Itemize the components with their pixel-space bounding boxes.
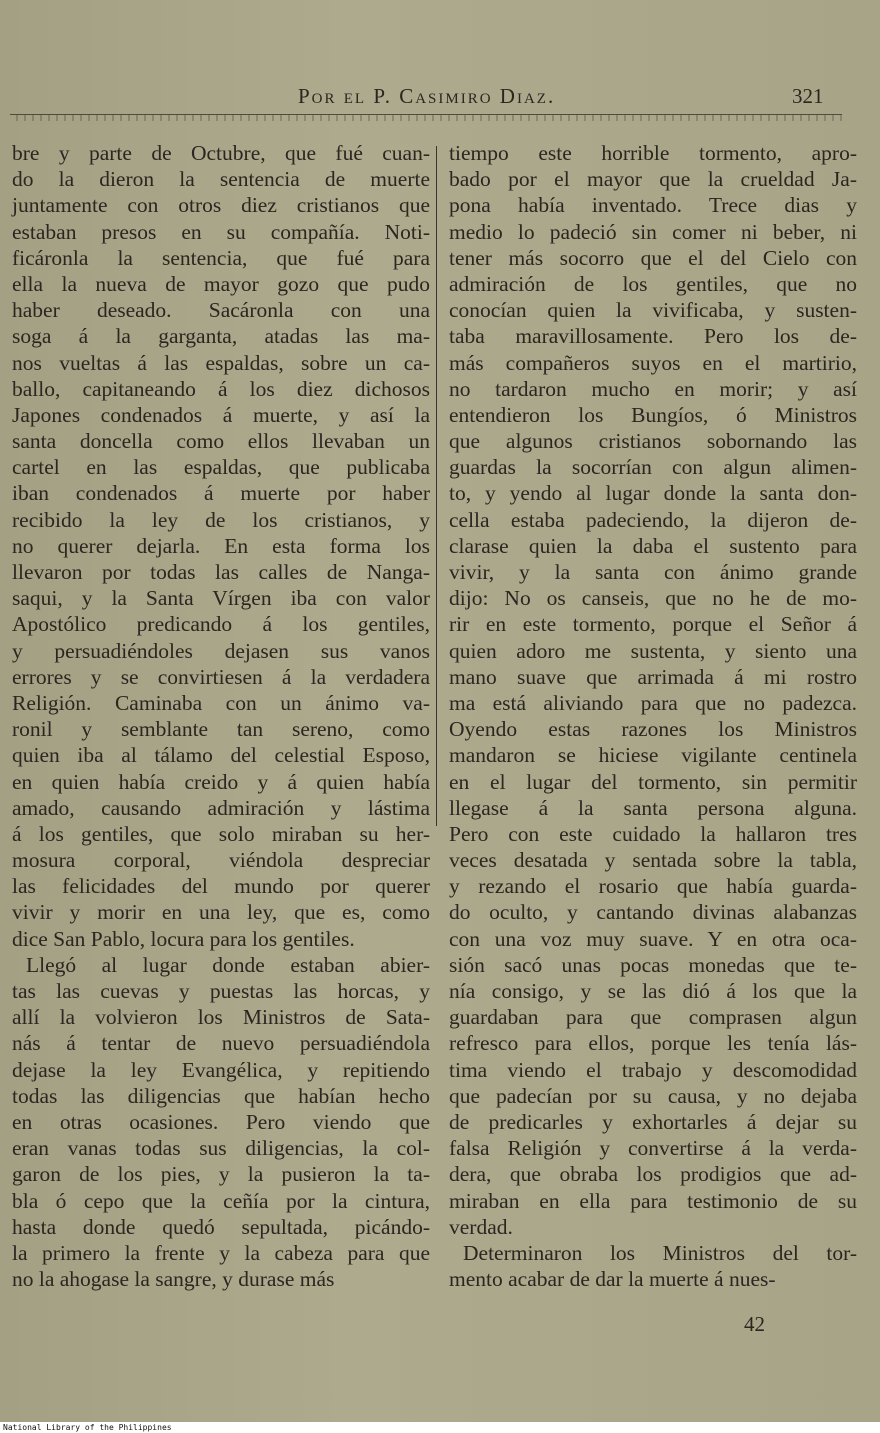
text-line: Llegó al lugar donde estaban abier- (26, 952, 430, 977)
footer-credit: National Library of the Philippines (0, 1422, 880, 1433)
text-line: rir en este tormento, porque el Señor á (449, 612, 857, 637)
text-line: llegase á la santa persona alguna. (449, 795, 857, 820)
text-line: vivir, y la santa con ánimo grande (449, 560, 857, 584)
text-line: conocían quien la vivificaba, y susten- (449, 298, 857, 323)
text-line: ella la nueva de mayor gozo que pudo (12, 271, 430, 296)
text-line: Religión. Caminaba con un ánimo va- (12, 690, 430, 715)
text-line: y persuadiéndoles dejasen sus vanos (12, 638, 430, 663)
text-line: verdad. (449, 1214, 513, 1239)
text-line: dera, que obraba los prodigios que ad- (449, 1162, 857, 1187)
text-line: más compañeros suyos en el martirio, (449, 350, 857, 375)
text-line: cartel en las espaldas, que publicaba (12, 455, 430, 480)
text-line: en quien había creido y á quien había (12, 769, 430, 794)
text-line: haber deseado. Sacáronla con una (12, 298, 430, 323)
left-column (12, 140, 430, 1292)
text-line: guardas la socorrían con algun alimen- (449, 455, 857, 480)
text-line: tima viendo el trabajo y descomodidad (449, 1057, 857, 1082)
page-number: 321 (792, 84, 824, 108)
text-line: do oculto, y cantando divinas alabanzas (449, 900, 857, 925)
text-line: recibido la ley de los cristianos, y (12, 507, 430, 532)
text-line: Japones condenados á muerte, y así la (12, 402, 430, 427)
column-divider (436, 146, 437, 826)
ornamental-rule (10, 114, 842, 121)
text-line: que algunos cristianos sobornando las (449, 429, 857, 454)
text-line: no tardaron mucho en morir; y así (449, 376, 857, 401)
right-column (449, 140, 857, 1292)
text-line: Determinaron los Ministros del tor- (463, 1240, 857, 1265)
text-line: en el lugar del tormento, sin permitir (449, 769, 857, 794)
text-line: llevaron por todas las calles de Nanga- (12, 560, 430, 584)
text-line: ma está aliviando para que no padezca. (449, 690, 857, 715)
text-line: amado, causando admiración y lástima (12, 795, 430, 820)
text-line: en otras ocasiones. Pero viendo que (12, 1109, 430, 1134)
running-title: Por el P. Casimiro Diaz. (298, 84, 556, 108)
text-line: vivir y morir en una ley, que es, como (12, 900, 430, 925)
text-line: eran vanas todas sus diligencias, la col- (12, 1136, 430, 1161)
text-line: quien adoro me sustenta, y siento una (449, 638, 857, 663)
text-line: bado por el mayor que la crueldad Ja- (449, 167, 857, 192)
text-line: nía consigo, y se las dió á los que la (449, 979, 857, 1003)
text-line: la primero la frente y la cabeza para que (12, 1240, 430, 1265)
text-line: to, y yendo al lugar donde la santa don- (449, 481, 857, 506)
signature-mark: 42 (744, 1312, 765, 1336)
text-line: guardaban para que comprasen algun (449, 1005, 857, 1030)
text-line: con una voz muy suave. Y en otra oca- (449, 926, 857, 951)
text-line: quien iba al tálamo del celestial Esposo, (12, 743, 430, 768)
text-line: iban condenados á muerte por haber (12, 481, 430, 506)
text-line: todas las diligencias que habían hecho (12, 1083, 430, 1108)
text-line: admiración de los gentiles, que no (449, 271, 857, 296)
text-line: á los gentiles, que solo miraban su her- (12, 821, 430, 846)
text-line: do la dieron la sentencia de muerte (12, 167, 430, 192)
text-line: clarase quien la daba el sustento para (449, 533, 857, 558)
text-line: mandaron se hiciese vigilante centinela (449, 743, 857, 768)
text-line: soga á la garganta, atadas las ma- (12, 324, 430, 349)
text-line: de predicarles y exhortarles á dejar su (449, 1109, 857, 1134)
text-line: santa doncella como ellos llevaban un (12, 429, 430, 454)
text-line: pona había inventado. Trece dias y (449, 193, 857, 218)
text-line: entendieron los Bungíos, ó Ministros (449, 402, 857, 427)
text-line: refresco para ellos, porque les tenía lás- (449, 1031, 857, 1056)
text-line: juntamente con otros diez cristianos que (12, 193, 430, 218)
text-line: nos vueltas á las espaldas, sobre un ca- (12, 350, 430, 375)
text-line: hasta donde quedó sepultada, picándo- (12, 1214, 430, 1239)
text-line: mento acabar de dar la muerte á nues- (449, 1267, 776, 1292)
text-line: ballo, capitaneando á los diez dichosos (12, 376, 430, 401)
text-line: no querer dejarla. En esta forma los (12, 533, 430, 558)
text-line: estaban presos en su compañía. Noti- (12, 219, 430, 244)
text-line: veces desatada y sentada sobre la tabla, (449, 848, 857, 873)
text-line: ficáronla la sentencia, que fué para (12, 245, 430, 270)
text-line: las felicidades del mundo por querer (12, 874, 430, 899)
text-line: tiempo este horrible tormento, apro- (449, 141, 857, 165)
text-line: taba maravillosamente. Pero los de- (449, 324, 857, 349)
text-line: dejase la ley Evangélica, y repitiendo (12, 1057, 430, 1082)
text-line: mano suave que arrimada á mi rostro (449, 664, 857, 689)
text-line: falsa Religión y convertirse á la verda- (449, 1136, 857, 1161)
text-line: ronil y semblante tan sereno, como (12, 717, 430, 742)
text-line: medio lo padeció sin comer ni beber, ni (449, 219, 857, 244)
text-line: Apostólico predicando á los gentiles, (12, 612, 430, 637)
text-line: no la ahogase la sangre, y durase más (12, 1267, 335, 1292)
text-line: garon de los pies, y la pusieron la ta- (12, 1162, 430, 1187)
text-line: mosura corporal, viéndola despreciar (12, 848, 430, 873)
text-line: bla ó cepo que la ceñía por la cintura, (12, 1188, 430, 1213)
text-line: dice San Pablo, locura para los gentiles. (12, 926, 355, 951)
text-line: allí la volvieron los Ministros de Sata- (12, 1005, 430, 1030)
text-line: Oyendo estas razones los Ministros (449, 717, 857, 742)
text-line: tas las cuevas y puestas las horcas, y (12, 979, 430, 1003)
text-line: bre y parte de Octubre, que fué cuan- (12, 141, 430, 165)
text-line: sión sacó unas pocas monedas que te- (449, 952, 857, 977)
text-line: miraban en ella para testimonio de su (449, 1188, 857, 1213)
text-line: nás á tentar de nuevo persuadiéndola (12, 1031, 430, 1056)
text-line: errores y se convirtiesen á la verdadera (12, 664, 430, 689)
text-line: dijo: No os canseis, que no he de mo- (449, 586, 857, 611)
text-line: saqui, y la Santa Vírgen iba con valor (12, 586, 430, 611)
text-line: tener más socorro que el del Cielo con (449, 245, 857, 270)
text-line: Pero con este cuidado la hallaron tres (449, 821, 857, 846)
text-line: cella estaba padeciendo, la dijeron de- (449, 507, 857, 532)
page-header (0, 84, 880, 114)
text-line: que padecían por su causa, y no dejaba (449, 1083, 857, 1108)
text-line: y rezando el rosario que había guarda- (449, 874, 857, 899)
